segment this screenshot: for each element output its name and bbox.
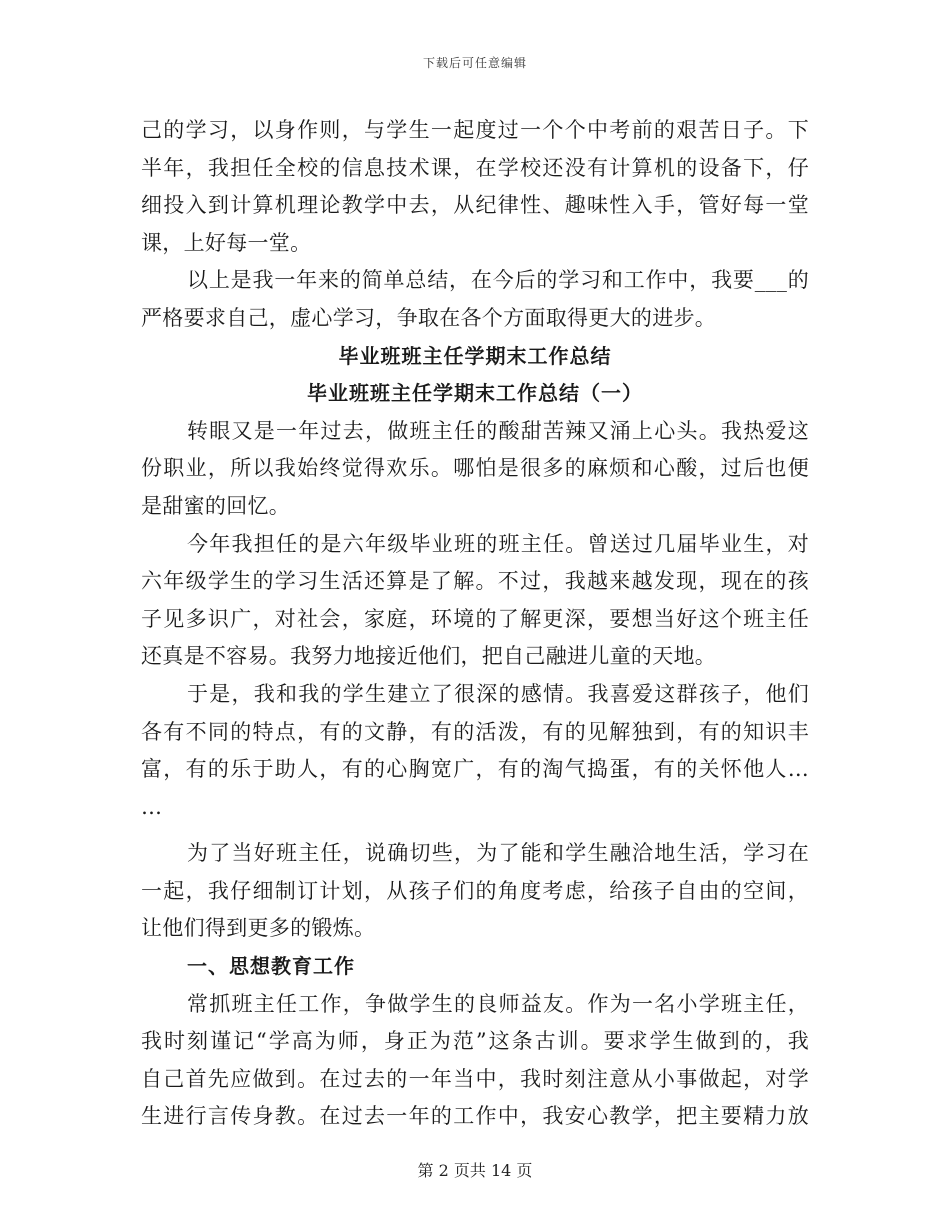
paragraph-line: 让他们得到更多的锻炼。 (141, 916, 376, 941)
paragraph-line: 六年级学生的学习生活还算是了解。不过，我越来越发现，现在的孩 (141, 569, 809, 594)
paragraph-line: 课，上好每一堂。 (141, 230, 312, 255)
paragraph-line: 严格要求自己，虚心学习，争取在各个方面取得更大的进步。 (141, 305, 717, 330)
paragraph-line: 今年我担任的是六年级毕业班的班主任。曾送过几届毕业生，对 (187, 531, 809, 556)
paragraph-line: 于是，我和我的学生建立了很深的感情。我喜爱这群孩子，他们 (187, 681, 809, 706)
paragraph-line: 子见多识广，对社会，家庭，环境的了解更深，要想当好这个班主任 (141, 606, 809, 631)
paragraph-line: 常抓班主任工作，争做学生的良师益友。作为一名小学班主任， (187, 991, 809, 1016)
page-footer: 第 2 页共 14 页 (417, 1161, 533, 1180)
paragraph-line: 一起，我仔细制订计划，从孩子们的角度考虑，给孩子自由的空间， (141, 878, 809, 903)
paragraph-line: 己的学习，以身作则，与学生一起度过一个个中考前的艰苦日子。下 (141, 118, 809, 142)
paragraph-line: 转眼又是一年过去，做班主任的酸甜苦辣又涌上心头。我热爱这 (187, 418, 809, 443)
paragraph-line: 富，有的乐于助人，有的心胸宽广，有的淘气捣蛋，有的关怀他人… (141, 757, 809, 782)
paragraph-line: 生进行言传身教。在过去一年的工作中，我安心教学，把主要精力放 (141, 1104, 809, 1129)
paragraph-line: 我时刻谨记“学高为师，身正为范”这条古训。要求学生做到的，我 (141, 1029, 809, 1054)
document-subtitle: 毕业班班主任学期末工作总结（一） (307, 381, 643, 406)
document-title: 毕业班班主任学期末工作总结 (338, 343, 612, 368)
paragraph-line: 为了当好班主任，说确切些，为了能和学生融洽地生活，学习在 (187, 841, 809, 866)
paragraph-line: … (141, 794, 163, 819)
paragraph-gap (141, 826, 809, 835)
paragraph-line: 还真是不容易。我努力地接近他们，把自己融进儿童的天地。 (141, 644, 717, 669)
paragraph-line: 是甜蜜的回忆。 (141, 493, 291, 518)
paragraph-line: 半年，我担任全校的信息技术课，在学校还没有计算机的设备下，仔 (141, 155, 809, 180)
document-body (141, 112, 809, 1136)
paragraph-line: 以上是我一年来的简单总结，在今后的学习和工作中，我要___的 (187, 268, 809, 293)
paragraph-line: 细投入到计算机理论教学中去，从纪律性、趣味性入手，管好每一堂 (141, 193, 809, 218)
section-heading: 一、思想教育工作 (187, 954, 355, 979)
paragraph-line: 份职业，所以我始终觉得欢乐。哪怕是很多的麻烦和心酸，过后也便 (141, 456, 809, 481)
paragraph-line: 各有不同的特点，有的文静，有的活泼，有的见解独到，有的知识丰 (141, 719, 809, 744)
page-header: 下载后可任意编辑 (422, 56, 527, 70)
paragraph-line: 自己首先应做到。在过去的一年当中，我时刻注意从小事做起，对学 (141, 1066, 809, 1091)
